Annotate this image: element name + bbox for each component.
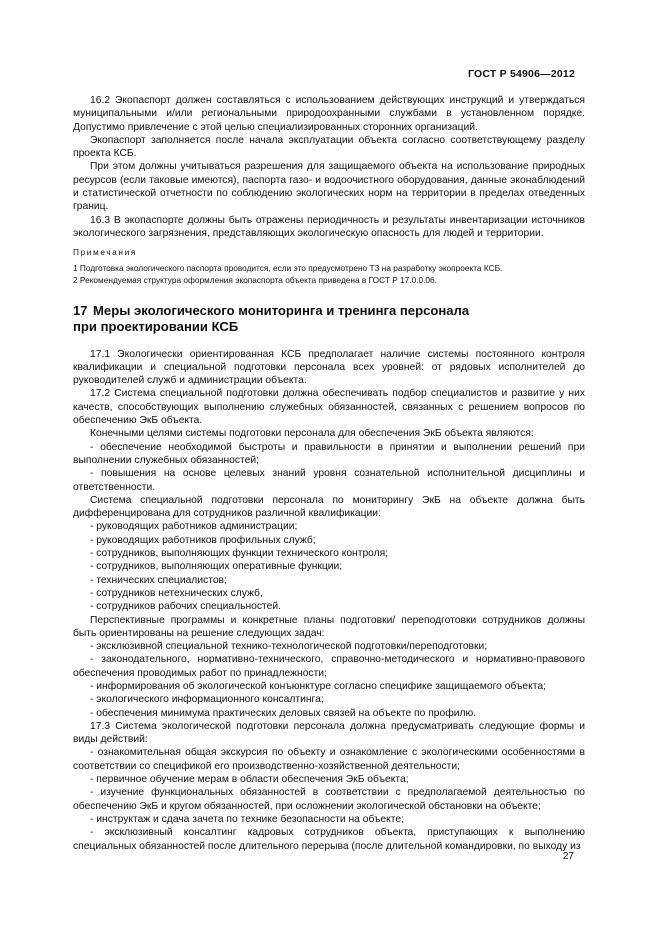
section-title-line2: при проектировании КСБ: [73, 318, 239, 334]
section-title-line1: Меры экологического мониторинга и тренинга персонала: [93, 302, 470, 318]
list-item-staff: - руководящих работников администрации;: [90, 521, 298, 533]
list-item-goal: - обеспечение необходимой быстроты и правильности в принятии и выполнении решений при выполнении служебных обязанностей;: [73, 441, 585, 466]
list-item-form: - изучение функциональных обязанностей в соответствии с предполагаемой деятельностью по обеспечению ЭкБ и кругом обязанностей, при осложнении экологической обстановки на объекте;: [73, 787, 585, 812]
paragraph-ecopassport-fill: Экопаспорт заполняется после начала эксплуатации объекта согласно соответствующему разделу проекта КСБ.: [73, 134, 585, 160]
paragraph-permits: При этом должны учитываться разрешения для защищаемого объекта на использование природных ресурсов (если таковые имеются), паспорта газо- и водоочистного оборудования, данные эконаблюдений и статистической отчетности по соблюдению экологических норм на территории в пределах отведенных границ.: [73, 161, 585, 213]
list-item-task: - информирования об экологической конъюнктуре согласно специфике защищаемого объекта;: [90, 680, 546, 692]
paragraph-17-3: 17.3 Система экологической подготовки персонала должна предусматривать следующие формы и виды действий:: [73, 720, 585, 746]
list-item-task: - эксклюзивной специальной технико-технологической подготовки/переподготовки;: [90, 641, 488, 653]
notes-block: [73, 246, 585, 285]
list-item-task: - экологического информационного консалтинга;: [90, 694, 324, 706]
list-item-form: - первичное обучение мерам в области обеспечения ЭкБ объекта;: [90, 774, 409, 786]
paragraph-differentiation: Система специальной подготовки персонала по мониторингу ЭкБ на объекте должна быть дифференцирована для сотрудников различной квалификации:: [73, 494, 585, 520]
paragraph-16-3: 16.3 В экопаспорте должны быть отражены периодичность и результаты инвентаризации источников экологического загрязнения, представляющих экологическую опасность для людей и территории.: [73, 214, 585, 239]
section-number: 17: [73, 302, 88, 318]
list-item-staff: - руководящих работников профильных служб;: [90, 534, 316, 546]
list-item-staff: - сотрудников, выполняющих функции технического контроля;: [90, 548, 389, 560]
paragraph-goals: Конечными целями системы подготовки персонала для обеспечения ЭкБ объекта являются:: [90, 428, 534, 440]
section-17-title: [73, 303, 585, 335]
list-item-task: - обеспечения минимума практических деловых связей на объекте по профилю.: [90, 707, 477, 719]
list-item-staff: - сотрудников нетехнических служб,: [90, 587, 263, 599]
list-item-form: - ознакомительная общая экскурсия по объекту и ознакомление с экологическими особенностями в соответствии со спецификой его производственно-хозяйственной деятельности;: [73, 747, 585, 772]
list-item-staff: - сотрудников рабочих специальностей.: [90, 601, 281, 613]
list-item-task: - законодательного, нормативно-технического, справочно-методического и нормативно-правового обеспечения проводимых работ по принадлежности;: [73, 654, 585, 679]
paragraph-17-2: 17.2 Система специальной подготовки должна обеспечивать подбор специалистов и развитие у них качеств, способствующих выполнению служебных обязанностей, связанных с решением вопросов по обеспечению ЭкБ объекта.: [73, 388, 585, 427]
list-item-goal: - повышения на основе целевых знаний уровня сознательной исполнительной дисциплины и ответственности.: [73, 468, 585, 493]
page-number: 27: [562, 851, 574, 862]
note-2: 2 Рекомендуемая структура оформления экопаспорта объекта приведена в ГОСТ Р 17.0.0.06.: [73, 274, 437, 285]
page-body: [73, 94, 585, 853]
list-item-form: - эксклюзивный консалтинг кадровых сотрудников объекта, приступающих к выполнению специальных обязанностей после длительного перерыва (после длительной командировки, по выходу из: [73, 827, 585, 852]
paragraph-17-1: 17.1 Экологически ориентированная КСБ предполагает наличие системы постоянного контроля квалификации и специальной подготовки персонала всех уровней: от рядовых исполнителей до руководителей служб и администрации объекта.: [73, 348, 585, 387]
page-header-standard: ГОСТ Р 54906—2012: [467, 68, 575, 80]
paragraph-programs: Перспективные программы и конкретные планы подготовки/ переподготовки сотрудников должны быть ориентированы на решение следующих задач:: [73, 614, 585, 639]
list-item-staff: - сотрудников, выполняющих оперативные функции;: [90, 561, 343, 573]
list-item-form: - инструктаж и сдача зачета по технике безопасности на объекте;: [90, 813, 404, 825]
note-1: 1 Подготовка экологического паспорта проводится, если это предусмотрено ТЗ на разработку экопроекта КСБ.: [73, 262, 503, 273]
notes-heading: Примечания: [73, 247, 137, 258]
paragraph-16-2: 16.2 Экопаспорт должен составляться с использованием действующих инструкций и утверждаться муниципальными и/или региональными природоохранными службами в установленном порядке. Допустимо привлечение с этой целью специализированных сторонних организаций.: [73, 95, 585, 133]
list-item-staff: - технических специалистов;: [90, 574, 227, 586]
